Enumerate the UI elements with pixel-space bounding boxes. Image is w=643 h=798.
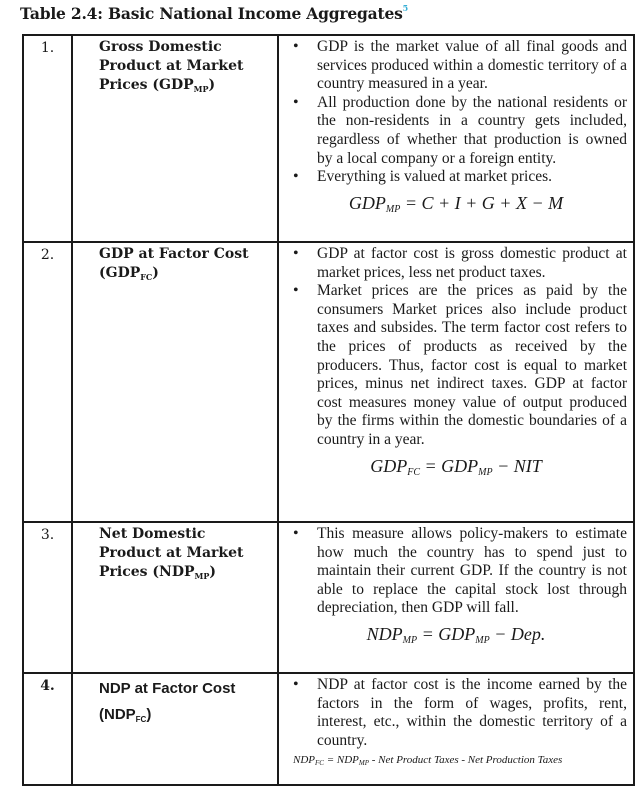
row-formula: $GDP_{MP} = C + I + G + X - M$ [348, 192, 564, 215]
row-points [279, 674, 633, 750]
row-formula: $GDP_{FC} = GDP_{MP}$ − NIT [370, 455, 542, 478]
list-item: • This measure allows policy-makers to estimate how much the country has to spend just to maintain their current GDP. If the country is not able to replace the capital stock lost through depreciation, then GDP will fall. [291, 525, 627, 618]
row-formula: $NDP_{FC} = NDP_{MP}$ - Net Product Taxes - Net Production Taxes [293, 754, 563, 768]
table-row [23, 522, 634, 673]
list-item: • NDP at factor cost is the income earned by the factors in the form of wages, profits, rent, interest, etc., within the domestic territory of a country. [291, 676, 627, 750]
table-row [23, 242, 634, 522]
aggregates-table [22, 34, 635, 786]
table-title [20, 4, 408, 23]
list-item: • Everything is valued at market prices. [291, 168, 627, 187]
row-formula: $NDP_{MP} = GDP_{MP}$ − Dep. [366, 623, 546, 646]
row-term: GDP at Factor Cost $(GDP_{FC})$ [99, 246, 249, 282]
row-points [279, 523, 633, 618]
row-number: 4. [40, 678, 55, 694]
list-item: • Market prices are the prices as paid by the consumers Market prices also include product taxes and subsides. The term factor cost refers to the prices of products as received by the producers. Thus, factor cost is equal to market prices, minus net indirect taxes. GDP at factor cost measures money value of output produced by the firms within the domestic boundaries of a country in a year. [291, 282, 627, 449]
table-title-text: Table 2.4: Basic National Income Aggregates [20, 4, 403, 23]
row-number: 1. [40, 40, 55, 56]
row-term: Net Domestic Product at Market Prices $(NDP_{MP})$ [99, 526, 244, 581]
table-row [23, 673, 634, 785]
footnote-marker[interactable]: 5 [402, 2, 409, 13]
row-term: Gross Domestic Product at Market Prices $(GDP_{MP})$ [99, 39, 244, 94]
row-term: NDP at Factor Cost $(NDP_{FC})$ [99, 680, 236, 724]
list-item: • GDP is the market value of all final goods and services produced within a domestic territory of a country measured in a year. [291, 38, 627, 94]
list-item: • All production done by the national residents or the non-residents in a country gets included, regardless of whether that production is owned by a local company or a foreign entity. [291, 94, 627, 168]
row-points [279, 243, 633, 450]
table-row [23, 35, 634, 242]
row-number: 2. [40, 247, 55, 263]
list-item: • GDP at factor cost is gross domestic product at market prices, less net product taxes. [291, 245, 627, 282]
row-number: 3. [40, 527, 55, 543]
row-points [279, 36, 633, 187]
